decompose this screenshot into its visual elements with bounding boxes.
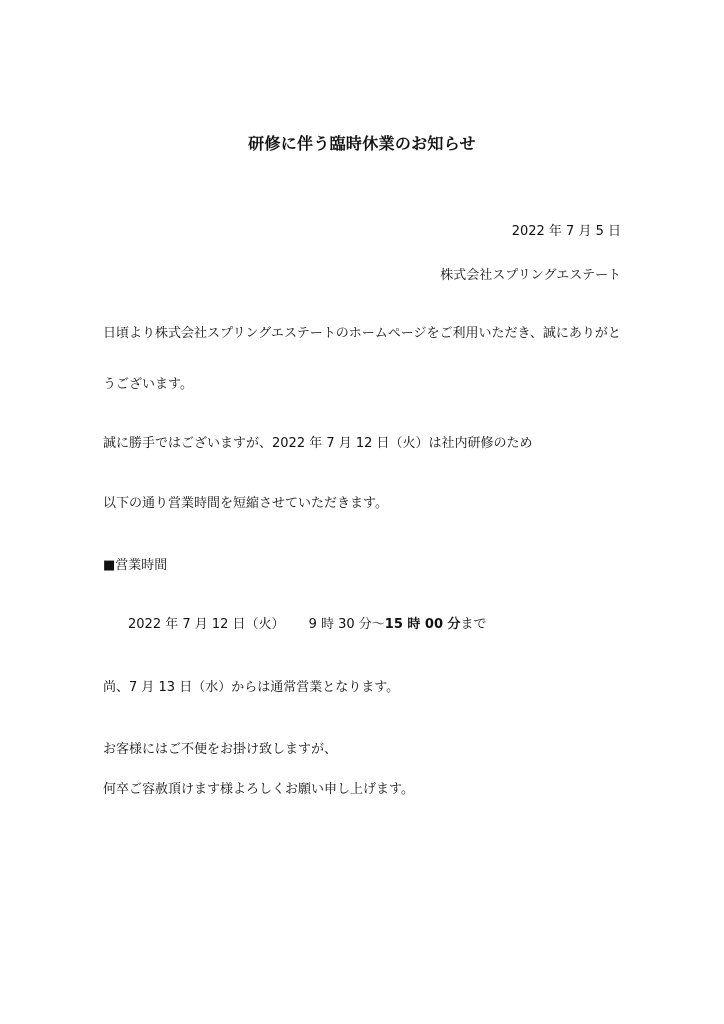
hours-end: 15 時 00 分 <box>384 617 461 632</box>
closing-line-1: お客様にはご不便をお掛け致しますが、 <box>103 742 338 757</box>
paragraph-greeting-line-1: 日頃より株式会社スプリングエステートのホームページをご利用いただき、誠にありがと <box>103 326 621 341</box>
section-heading-hours: ■営業時間 <box>103 558 168 573</box>
hours-suffix: まで <box>460 617 487 632</box>
paragraph-resume: 尚、7 月 13 日（水）からは通常営業となります。 <box>103 680 400 695</box>
hours-start: 9 時 30 分～ <box>308 617 385 632</box>
business-hours-line <box>128 613 487 632</box>
hours-date: 2022 年 7 月 12 日（火） <box>128 617 285 632</box>
paragraph-greeting-line-2: うございます。 <box>103 377 193 392</box>
closing-line-2: 何卒ご容赦頂けます様よろしくお願い申し上げます。 <box>103 782 414 797</box>
company-name: 株式会社スプリングエステート <box>440 268 621 283</box>
document-title: 研修に伴う臨時休業のお知らせ <box>248 134 476 153</box>
paragraph-notice-line-2: 以下の通り営業時間を短縮させていただきます。 <box>103 496 388 511</box>
document-date: 2022 年 7 月 5 日 <box>511 224 621 239</box>
paragraph-notice-line-1: 誠に勝手ではございますが、2022 年 7 月 12 日（火）は社内研修のため <box>103 436 533 451</box>
